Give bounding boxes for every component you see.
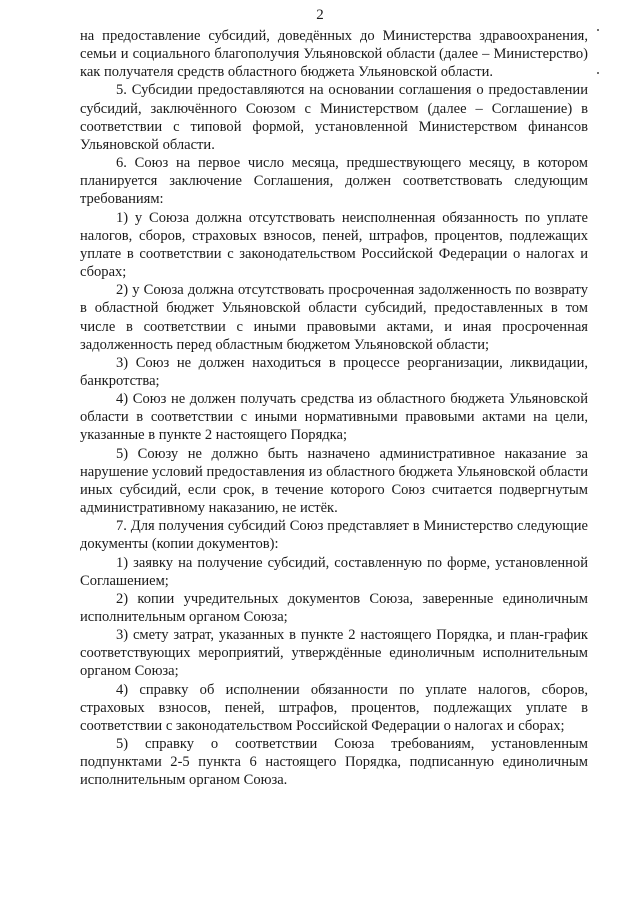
page-number: 2 [316, 7, 324, 23]
scan-speck [597, 72, 599, 74]
paragraph-clause-7: 7. Для получения субсидий Союз представляет в Министерство следующие документы (копии документов): [80, 518, 588, 553]
paragraph-clause-7-item-5: 5) справку о соответствии Союза требованиям, установленным подпунктами 2-5 пункта 6 настоящего Порядка, подписанную единоличным исполнительным органом Союза. [80, 736, 588, 789]
paragraph-clause-7-item-2: 2) копии учредительных документов Союза, заверенные единоличным исполнительным органом Союза; [80, 590, 588, 625]
paragraph-clause-6-item-4: 4) Союз не должен получать средства из областного бюджета Ульяновской области в соответствии с иными нормативными правовыми актами на цели, указанные в пункте 2 настоящего Порядка; [80, 391, 588, 444]
paragraph-clause-7-item-3: 3) смету затрат, указанных в пункте 2 настоящего Порядка, и план-график соответствующих мероприятий, утверждённые единоличным исполнительным органом Союза; [80, 627, 588, 680]
paragraph-clause-7-item-1: 1) заявку на получение субсидий, составленную по форме, установленной Соглашением; [80, 554, 588, 589]
paragraph-clause-7-item-4: 4) справку об исполнении обязанности по уплате налогов, сборов, страховых взносов, пеней, штрафов, процентов, подлежащих уплате в соответствии с законодательством Российской Федерации о налогах и сборах; [80, 681, 588, 734]
document-body [80, 27, 588, 790]
paragraph-clause-6-item-3: 3) Союз не должен находиться в процессе реорганизации, ликвидации, банкротства; [80, 354, 588, 389]
scan-speck [597, 29, 599, 31]
paragraph-continuation: на предоставление субсидий, доведённых до Министерства здравоохранения, семьи и социального благополучия Ульяновской области (далее – Министерство) как получателя средств областного бюджета Ульяновской области. [80, 28, 588, 81]
paragraph-clause-6: 6. Союз на первое число месяца, предшествующего месяцу, в котором планируется заключение Соглашения, должен соответствовать следующим требованиям: [80, 155, 588, 208]
paragraph-clause-6-item-5: 5) Союзу не должно быть назначено административное наказание за нарушение условий предоставления из областного бюджета Ульяновской области иных субсидий, если срок, в течение которого Союз считается подвергнутым административному наказанию, не истёк. [80, 445, 588, 517]
paragraph-clause-6-item-1: 1) у Союза должна отсутствовать неисполненная обязанность по уплате налогов, сборов, страховых взносов, пеней, штрафов, процентов, подлежащих уплате в соответствии с законодательством Российской Федерации о налогах и сборах; [80, 209, 588, 281]
paragraph-clause-6-item-2: 2) у Союза должна отсутствовать просроченная задолженность по возврату в областной бюджет Ульяновской области субсидий, предоставленных в том числе в соответствии с иными правовыми актами, и иная просроченная задолженность перед областным бюджетом Ульяновской области; [80, 282, 588, 353]
paragraph-clause-5: 5. Субсидии предоставляются на основании соглашения о предоставлении субсидий, заключённого Союзом с Министерством (далее – Соглашение) в соответствии с типовой формой, установленной Министерством финансов Ульяновской области. [80, 82, 588, 153]
